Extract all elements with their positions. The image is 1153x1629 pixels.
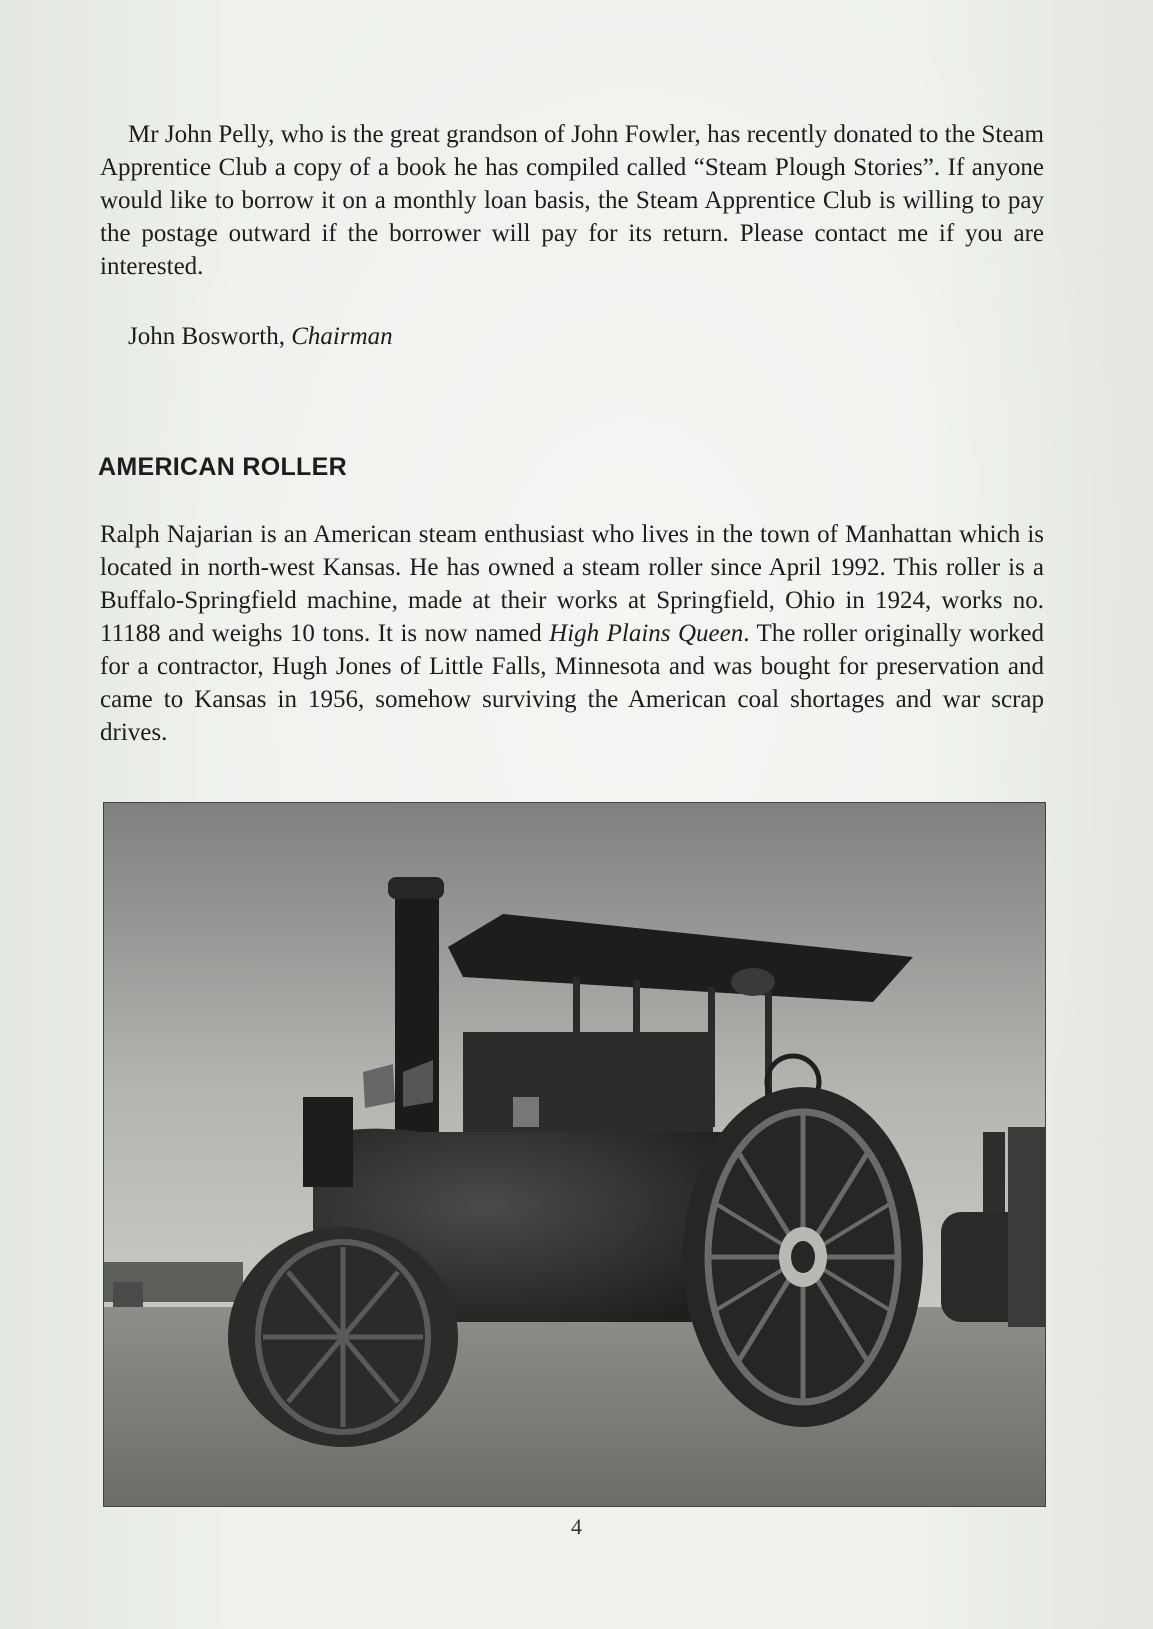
front-roller (228, 1227, 458, 1447)
flower-basket (731, 968, 775, 996)
steam-roller-photo (103, 802, 1046, 1507)
section-heading: AMERICAN ROLLER (98, 453, 347, 481)
engine-machinery (463, 1032, 713, 1142)
signature-name: John Bosworth, (128, 323, 292, 350)
signature (128, 320, 393, 353)
rear-wheel (683, 1087, 923, 1427)
intro-paragraph: Mr John Pelly, who is the great grandson of John Fowler, has recently donated to the Steam Apprentice Club a copy of a book he has compiled called “Steam Plough Stories”. If anyone would like to borrow it on a monthly loan basis, the Steam Apprentice Club is willing to pay the postage outward if the borrower will pay for its return. Please contact me if you are interested. (100, 121, 1044, 280)
section-paragraph (100, 518, 1044, 749)
section-paragraph-start: Ralph Najarian is an American steam enthusiast who lives in the town of Manhattan which is located in north-west Kansas. He has owned a steam roller since April 1992. This roller is a Buffalo-Springfield machine, made at their works at Springfield, Ohio in 1924, works no. 11188 and weighs 10 tons. It is now named (100, 521, 1044, 647)
chimney (395, 897, 439, 1157)
signature-title: Chairman (291, 323, 393, 350)
page-number: 4 (571, 1514, 582, 1539)
section-paragraph-end: . The roller originally worked for a contractor, Hugh Jones of Little Falls, Minnesota and was bought for preservation and came to Kansas in 1956, somehow surviving the American coal shortages and war scrap drives. (100, 620, 1044, 746)
roller-name: High Plains Queen (549, 620, 744, 647)
